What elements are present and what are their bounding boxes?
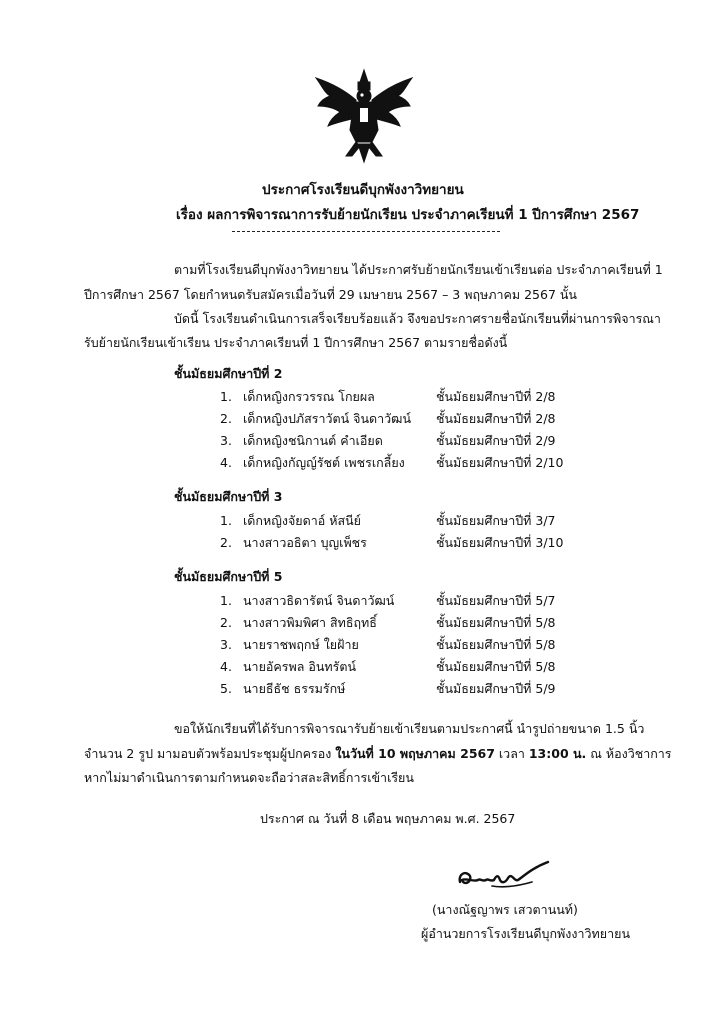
notice-line-2 xyxy=(84,746,672,762)
student-name: เด็กหญิงกรวรรณ โกยผล xyxy=(243,389,375,404)
student-number: 4. xyxy=(220,455,232,470)
student-class: ชั้นมัธยมศึกษาปีที่ 2/8 xyxy=(436,389,556,404)
student-name: เด็กหญิงจัยดาอ์ หัสนีย์ xyxy=(243,513,361,528)
garuda-emblem-icon xyxy=(312,68,416,164)
intro-paragraph-2-line-2: รับย้ายนักเรียนเข้าเรียน ประจำภาคเรียนที่ 1 ปีการศึกษา 2567 ตามรายชื่อดังนี้ xyxy=(84,335,508,350)
student-name: นายอัครพล อินทรัตน์ xyxy=(243,659,357,674)
notice-time: 13:00 น. xyxy=(528,746,587,761)
student-number: 1. xyxy=(220,389,232,404)
group-heading-m2: ชั้นมัธยมศึกษาปีที่ 2 xyxy=(174,366,283,381)
student-class: ชั้นมัธยมศึกษาปีที่ 3/10 xyxy=(436,535,564,550)
student-class: ชั้นมัธยมศึกษาปีที่ 5/9 xyxy=(436,681,556,696)
student-name: นายราชพฤกษ์ ใยฝ้าย xyxy=(243,637,359,652)
student-number: 3. xyxy=(220,433,232,448)
student-number: 1. xyxy=(220,513,232,528)
student-number: 3. xyxy=(220,637,232,652)
student-class: ชั้นมัธยมศึกษาปีที่ 5/7 xyxy=(436,593,556,608)
student-class: ชั้นมัธยมศึกษาปีที่ 2/10 xyxy=(436,455,564,470)
announcement-date: ประกาศ ณ วันที่ 8 เดือน พฤษภาคม พ.ศ. 2567 xyxy=(260,811,516,826)
student-name: นางสาวอธิตา บุญเพ็ชร xyxy=(243,535,367,550)
student-number: 5. xyxy=(220,681,232,696)
announcement-subject: เรื่อง ผลการพิจารณาการรับย้ายนักเรียน ประจำภาคเรียนที่ 1 ปีการศึกษา 2567 xyxy=(176,207,640,223)
notice-text: เวลา xyxy=(494,746,529,761)
notice-text: จำนวน 2 รูป มามอบตัวพร้อมประชุมผู้ปกครอง xyxy=(84,746,336,761)
signer-position: ผู้อำนวยการโรงเรียนดีบุกพังงาวิทยายน xyxy=(421,926,630,941)
student-class: ชั้นมัธยมศึกษาปีที่ 2/8 xyxy=(436,411,556,426)
intro-paragraph-2-line-1: บัดนี้ โรงเรียนดำเนินการเสร็จเรียบร้อยแล้ว จึงขอประกาศรายชื่อนักเรียนที่ผ่านการพิจารณา xyxy=(174,311,661,326)
student-name: นางสาวธิดารัตน์ จินดาวัฒน์ xyxy=(243,593,395,608)
notice-line-1: ขอให้นักเรียนที่ได้รับการพิจารณารับย้ายเข้าเรียนตามประกาศนี้ นำรูปถ่ายขนาด 1.5 นิ้ว xyxy=(174,721,645,736)
student-number: 4. xyxy=(220,659,232,674)
student-name: เด็กหญิงปภัสราวัตน์ จินดาวัฒน์ xyxy=(243,411,412,426)
notice-line-3: หากไม่มาดำเนินการตามกำหนดจะถือว่าสละสิทธิ์การเข้าเรียน xyxy=(84,770,414,785)
student-name: เด็กหญิงชนิกานต์ คำเอียด xyxy=(243,433,383,448)
student-number: 2. xyxy=(220,615,232,630)
header-separator xyxy=(232,231,500,232)
student-class: ชั้นมัธยมศึกษาปีที่ 5/8 xyxy=(436,637,556,652)
announcement-title: ประกาศโรงเรียนดีบุกพังงาวิทยายน xyxy=(262,182,464,198)
student-number: 1. xyxy=(220,593,232,608)
student-number: 2. xyxy=(220,411,232,426)
student-class: ชั้นมัธยมศึกษาปีที่ 3/7 xyxy=(436,513,556,528)
group-heading-m5: ชั้นมัธยมศึกษาปีที่ 5 xyxy=(174,569,283,584)
intro-paragraph-1-line-2: ปีการศึกษา 2567 โดยกำหนดรับสมัครเมื่อวันที่ 29 เมษายน 2567 – 3 พฤษภาคม 2567 นั้น xyxy=(84,287,577,302)
student-class: ชั้นมัธยมศึกษาปีที่ 5/8 xyxy=(436,659,556,674)
handwritten-signature-icon xyxy=(452,852,552,900)
group-heading-m3: ชั้นมัธยมศึกษาปีที่ 3 xyxy=(174,489,283,504)
intro-paragraph-1-line-1: ตามที่โรงเรียนดีบุกพังงาวิทยายน ได้ประกาศรับย้ายนักเรียนเข้าเรียนต่อ ประจำภาคเรียนที่ 1 xyxy=(174,262,663,277)
student-name: นางสาวพิมพิศา สิทธิฤทธิ์ xyxy=(243,615,377,630)
notice-date: ในวันที่ 10 พฤษภาคม 2567 xyxy=(335,746,495,761)
student-class: ชั้นมัธยมศึกษาปีที่ 2/9 xyxy=(436,433,556,448)
student-name: เด็กหญิงกัญญ์รัชต์ เพชรเกลี้ยง xyxy=(243,455,405,470)
signer-name: (นางณัฐญาพร เสวตานนท์) xyxy=(432,902,578,917)
student-name: นายธีธัช ธรรมรักษ์ xyxy=(243,681,346,696)
student-class: ชั้นมัธยมศึกษาปีที่ 5/8 xyxy=(436,615,556,630)
student-number: 2. xyxy=(220,535,232,550)
notice-location: ณ ห้องวิชาการ xyxy=(586,746,672,761)
